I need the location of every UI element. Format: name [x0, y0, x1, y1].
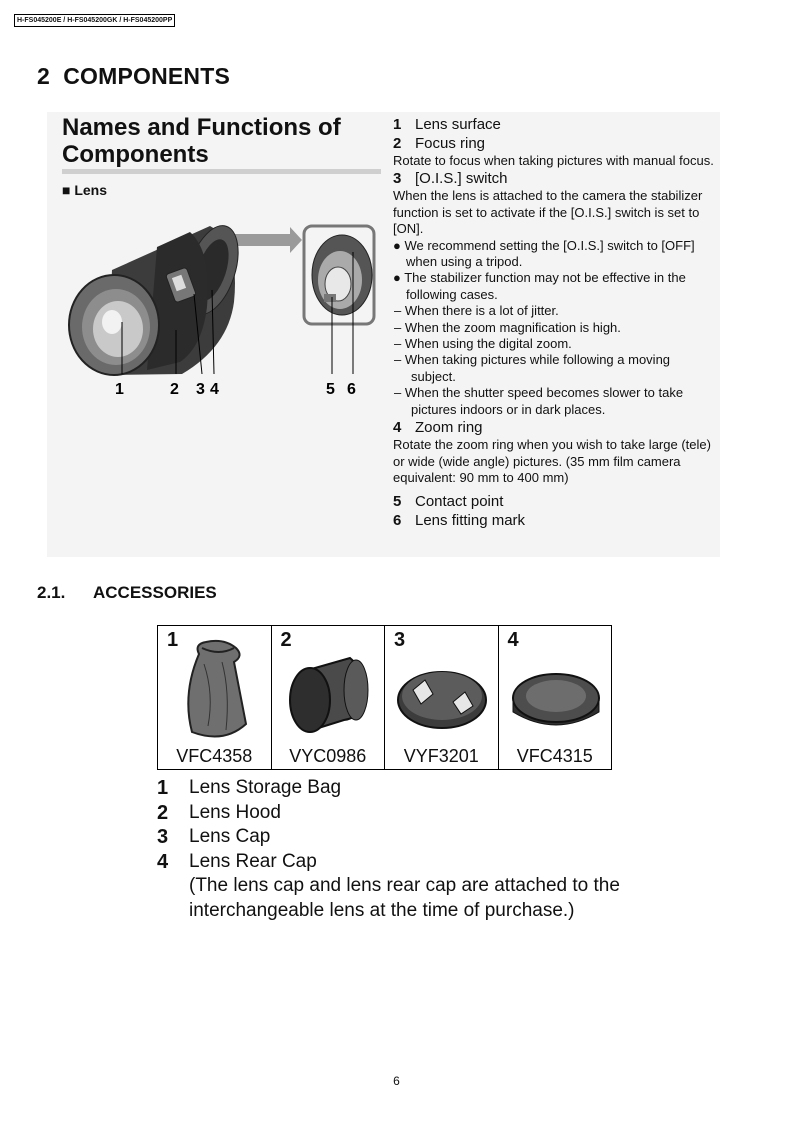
- list-item: 1 Lens Storage Bag: [157, 777, 342, 799]
- list-item: 2 Lens Hood: [157, 801, 281, 824]
- accessory-number: 4: [507, 629, 519, 651]
- accessory-cell: [385, 626, 499, 769]
- accessory-code: VFC4315: [516, 746, 593, 766]
- item-heading: 5 Contact point: [393, 493, 504, 511]
- page-number: 6: [393, 1074, 400, 1088]
- item-heading: 1 Lens surface: [393, 116, 501, 133]
- rear-cap-image: [505, 634, 607, 740]
- bullet-note: ● We recommend setting the [O.I.S.] switch to [OFF] when using a tripod.: [393, 237, 695, 270]
- title-divider: [62, 169, 381, 174]
- accessory-number: 2: [280, 629, 292, 651]
- section-number: 2: [37, 63, 50, 89]
- accessory-code: VFC4358: [176, 746, 253, 766]
- list-item: 3 Lens Cap: [157, 826, 271, 849]
- accessory-number: 3: [394, 629, 406, 651]
- lens-label: ■ Lens: [62, 182, 108, 198]
- names-functions-title: Names and Functions of Components: [62, 114, 341, 168]
- case-item: – When the shutter speed becomes slower to take pictures indoors or in dark places.: [394, 385, 684, 417]
- list-item: 4 Lens Rear Cap: [157, 850, 317, 873]
- callout-number: 5: [326, 381, 335, 398]
- accessories-list: [157, 776, 627, 924]
- accessories-number: 2.1.: [37, 583, 66, 602]
- accessory-number: 1: [167, 629, 179, 651]
- callout-number: 1: [115, 381, 124, 398]
- lens-illustration: [62, 212, 382, 402]
- accessory-cell: [158, 626, 272, 769]
- item-description: Rotate the zoom ring when you wish to take large (tele) or wide (wide angle) pictures. (35 mm film camera equivalent: 90 mm to 400 mm): [393, 437, 711, 485]
- item-heading: 3 [O.I.S.] switch: [393, 170, 508, 188]
- case-item: – When there is a lot of jitter.: [394, 303, 559, 319]
- storage-bag-image: [164, 634, 266, 740]
- accessory-cell: [499, 626, 612, 769]
- callout-number: 4: [210, 381, 219, 398]
- accessory-code: VYF3201: [403, 746, 479, 766]
- accessory-cell: [272, 626, 386, 769]
- lens-cap-image: [391, 634, 493, 740]
- item-description: When the lens is attached to the camera the stabilizer function is set to activate if the [O.I.S.] switch is set to [ON].: [393, 188, 703, 237]
- callout-number: 2: [170, 381, 179, 398]
- callout-number: 6: [347, 381, 356, 398]
- lens-hood-image: [278, 634, 380, 740]
- section-title: [37, 63, 230, 90]
- case-item: – When taking pictures while following a moving subject.: [394, 352, 671, 384]
- accessories-title: ACCESSORIES: [93, 583, 217, 602]
- item-heading: 4 Zoom ring: [393, 419, 483, 437]
- case-item: – When using the digital zoom.: [394, 336, 572, 352]
- item-description: Rotate to focus when taking pictures with manual focus.: [393, 153, 714, 168]
- component-descriptions: [393, 115, 718, 530]
- item-heading: 2 Focus ring: [393, 135, 486, 152]
- case-item: – When the zoom magnification is high.: [394, 319, 621, 335]
- accessory-code: VYC0986: [289, 746, 367, 766]
- accessories-heading: [37, 583, 217, 603]
- item-heading: 6 Lens fitting mark: [393, 512, 526, 530]
- accessories-note: (The lens cap and lens rear cap are attached to the interchangeable lens at the time of purchase.): [189, 875, 620, 921]
- bullet-note: ● The stabilizer function may not be effective in the following cases.: [393, 270, 686, 302]
- callout-number: 3: [196, 381, 205, 398]
- model-codes-header: H-FS045200E / H-FS045200GK / H-FS045200PP: [14, 14, 175, 27]
- accessories-table: [157, 625, 612, 770]
- section-title-text: COMPONENTS: [63, 63, 231, 89]
